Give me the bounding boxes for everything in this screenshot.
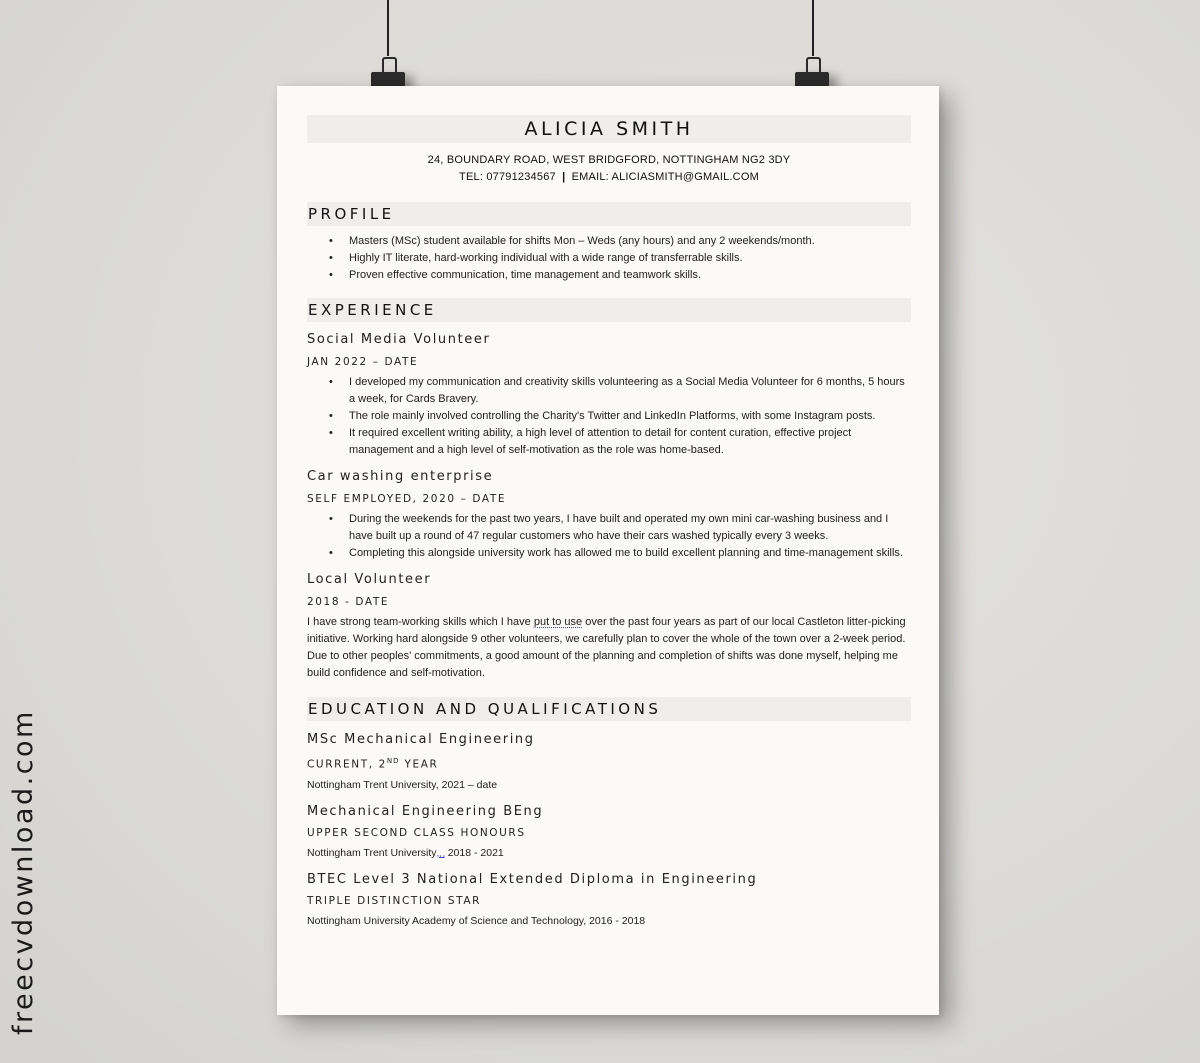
institution-text: 2018 - 2021 bbox=[444, 846, 504, 859]
telephone: TEL: 07791234567 bbox=[459, 171, 556, 183]
job-title: Local Volunteer bbox=[307, 572, 432, 587]
qualification-title: BTEC Level 3 National Extended Diploma in Engineering bbox=[307, 871, 758, 887]
hanging-string-left bbox=[387, 0, 389, 56]
job-entry bbox=[307, 571, 911, 682]
qualification-title: Mechanical Engineering BEng bbox=[307, 803, 544, 819]
section-heading-experience: EXPERIENCE bbox=[307, 298, 911, 322]
section-heading-education: EDUCATION AND QUALIFICATIONS bbox=[307, 697, 911, 721]
job-description bbox=[307, 614, 911, 682]
list-item: • The role mainly involved controlling the Charity's Twitter and LinkedIn Platforms, with some Instagram posts. bbox=[349, 408, 911, 425]
list-item: • Highly IT literate, hard-working individual with a wide range of transferrable skills. bbox=[349, 250, 911, 267]
job-entry bbox=[307, 468, 911, 562]
proofing-mark: ,␣ bbox=[436, 847, 445, 858]
institution: Nottingham Trent University, 2021 – date bbox=[307, 778, 498, 791]
status-text: CURRENT, 2 bbox=[307, 758, 387, 771]
list-item: • I developed my communication and creativity skills volunteering as a Social Media Volunteer for 6 months, 5 hours a week, for Cards Bravery. bbox=[349, 374, 911, 408]
candidate-name: ALICIA SMITH bbox=[307, 115, 911, 143]
email: EMAIL: ALICIASMITH@GMAIL.COM bbox=[571, 171, 759, 183]
watermark-text: freecvdownload.com bbox=[8, 709, 39, 1035]
resume-content bbox=[307, 115, 911, 929]
education-entry bbox=[307, 871, 911, 929]
list-item: • Proven effective communication, time management and teamwork skills. bbox=[349, 267, 911, 284]
ordinal-suffix: ND bbox=[386, 757, 400, 765]
qualification-title: MSc Mechanical Engineering bbox=[307, 732, 535, 747]
qualification-grade: UPPER SECOND CLASS HONOURS bbox=[307, 826, 526, 839]
section-heading-profile: PROFILE bbox=[307, 202, 911, 226]
job-dates: SELF EMPLOYED, 2020 – DATE bbox=[307, 493, 507, 505]
job-title: Car washing enterprise bbox=[307, 469, 494, 484]
job-entry bbox=[307, 331, 911, 459]
institution bbox=[307, 845, 911, 861]
list-item: • It required excellent writing ability, a high level of attention to detail for content curation, effective project management and a high level of self-motivation as the role was home-based. bbox=[349, 425, 911, 459]
institution: Nottingham University Academy of Science and Technology, 2016 - 2018 bbox=[307, 914, 646, 927]
address: 24, BOUNDARY ROAD, WEST BRIDGFORD, NOTTINGHAM NG2 3DY bbox=[427, 154, 791, 166]
list-item: • Masters (MSc) student available for shifts Mon – Weds (any hours) and any 2 weekends/month. bbox=[349, 233, 911, 250]
qualification-grade: TRIPLE DISTINCTION STAR bbox=[307, 894, 482, 907]
contact-line bbox=[307, 169, 911, 186]
qualification-status bbox=[307, 753, 911, 773]
contact-block bbox=[307, 152, 911, 186]
job-title: Social Media Volunteer bbox=[307, 332, 491, 347]
grammar-marked-text: put to use bbox=[533, 616, 583, 628]
job-dates: JAN 2022 – DATE bbox=[307, 356, 419, 368]
description-text: I have strong team-working skills which I have bbox=[307, 616, 534, 628]
list-item: • During the weekends for the past two years, I have built and operated my own mini car-washing business and I have built up a round of 47 regular customers who have their cars washed typically every 3 weeks. bbox=[349, 511, 911, 545]
job-dates: 2018 - DATE bbox=[307, 596, 390, 608]
resume-paper bbox=[277, 86, 939, 1015]
profile-list bbox=[307, 233, 911, 284]
status-text: YEAR bbox=[399, 758, 439, 771]
hanging-string-right bbox=[812, 0, 814, 56]
description-text: over the past four years as part of our local Castleton litter-picking initiative. Working hard alongside 9 other volunteers, we carefully plan to cover the whole of the town over a 2-week period. Due to other peoples' commitments, a good amount of the planning and completion of shifts was done myself, helping me build confidence and self-motivation. bbox=[307, 616, 906, 679]
separator: | bbox=[562, 171, 566, 183]
education-entry bbox=[307, 803, 911, 861]
job-bullets bbox=[307, 511, 911, 562]
institution-text: Nottingham Trent University bbox=[307, 846, 437, 859]
education-entry bbox=[307, 731, 911, 793]
job-bullets bbox=[307, 374, 911, 459]
list-item: • Completing this alongside university work has allowed me to build excellent planning and time-management skills. bbox=[349, 545, 911, 562]
